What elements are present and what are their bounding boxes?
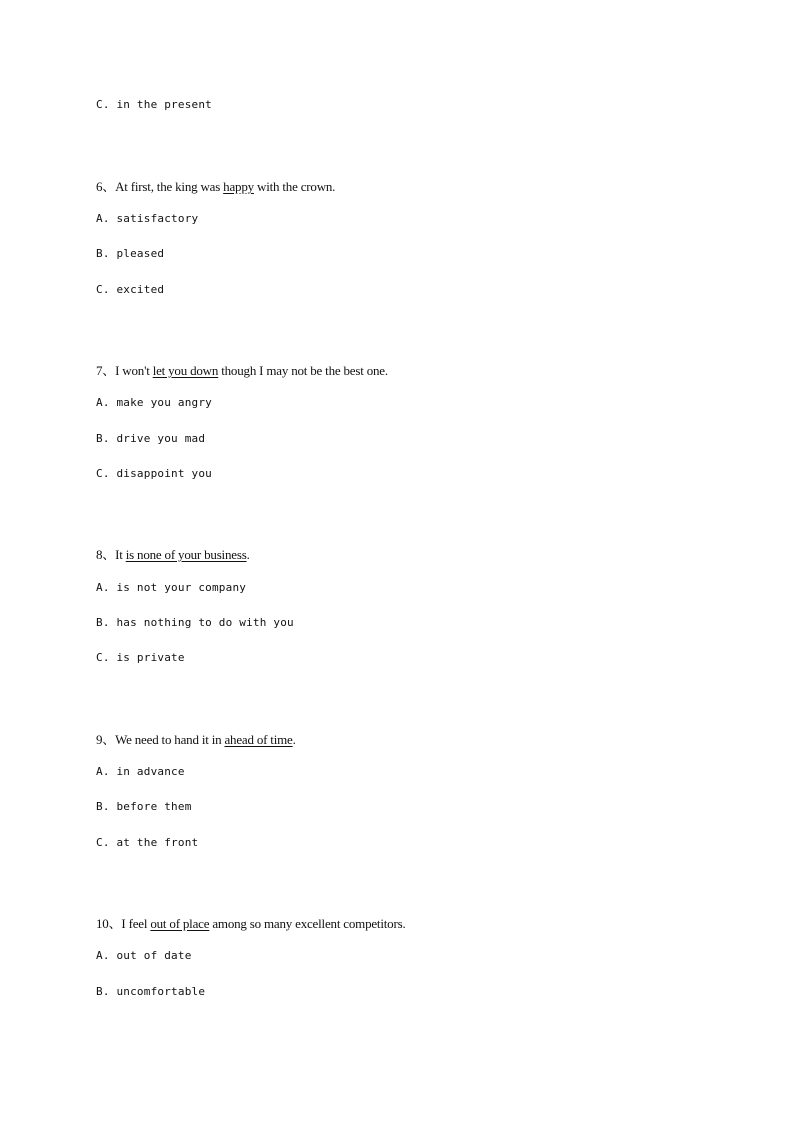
question-9 xyxy=(96,729,296,748)
option-b: B. has nothing to do with you xyxy=(96,616,294,629)
option-a: A. out of date xyxy=(96,949,192,962)
option-a: A. satisfactory xyxy=(96,212,199,225)
question-6 xyxy=(96,176,335,195)
underlined-phrase: is none of your business xyxy=(125,547,247,562)
question-text-before: I feel xyxy=(121,916,151,931)
option-b: B. uncomfortable xyxy=(96,985,206,998)
option-b: B. drive you mad xyxy=(96,432,206,445)
underlined-phrase: ahead of time xyxy=(224,732,293,747)
question-number: 7、 xyxy=(96,363,116,378)
question-number: 10、 xyxy=(96,916,122,931)
underlined-phrase: happy xyxy=(223,179,254,194)
option-b: B. pleased xyxy=(96,247,165,260)
question-text-after: . xyxy=(292,732,296,747)
option-b: B. before them xyxy=(96,800,192,813)
option-c: C. excited xyxy=(96,283,165,296)
option-c: C. is private xyxy=(96,651,185,664)
option-a: A. in advance xyxy=(96,765,185,778)
option-a: A. make you angry xyxy=(96,396,212,409)
question-text-before: We need to hand it in xyxy=(115,732,225,747)
question-text-before: It xyxy=(115,547,126,562)
question-number: 8、 xyxy=(96,547,116,562)
question-text-before: I won't xyxy=(115,363,153,378)
option-a: A. is not your company xyxy=(96,581,247,594)
question-text-before: At first, the king was xyxy=(115,179,224,194)
option-c: C. in the present xyxy=(96,98,212,111)
option-c: C. disappoint you xyxy=(96,467,212,480)
underlined-phrase: out of place xyxy=(150,916,210,931)
question-number: 9、 xyxy=(96,732,116,747)
question-text-after: though I may not be the best one. xyxy=(218,363,388,378)
question-10 xyxy=(96,913,406,932)
question-text-after: . xyxy=(246,547,250,562)
question-text-after: among so many excellent competitors. xyxy=(209,916,406,931)
question-7 xyxy=(96,360,388,379)
question-number: 6、 xyxy=(96,179,116,194)
question-text-after: with the crown. xyxy=(253,179,336,194)
option-c: C. at the front xyxy=(96,836,199,849)
question-8 xyxy=(96,544,250,563)
underlined-phrase: let you down xyxy=(152,363,219,378)
